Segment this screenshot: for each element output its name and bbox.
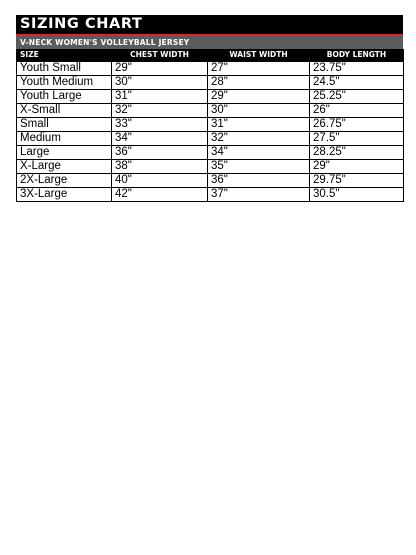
chest-cell: 31": [112, 90, 208, 104]
chest-cell: 32": [112, 104, 208, 118]
length-cell: 30.5": [310, 188, 404, 202]
size-cell: 3X-Large: [17, 188, 112, 202]
header-waist-width: WAIST WIDTH: [208, 49, 310, 62]
chart-subtitle: V-NECK WOMEN'S VOLLEYBALL JERSEY: [20, 38, 190, 47]
size-cell: X-Large: [17, 160, 112, 174]
table-row: [17, 118, 404, 132]
header-size: SIZE: [17, 49, 112, 62]
size-cell: Medium: [17, 132, 112, 146]
length-cell: 29.75": [310, 174, 404, 188]
length-cell: 26": [310, 104, 404, 118]
table-row: [17, 188, 404, 202]
chest-cell: 30": [112, 76, 208, 90]
title-bar: [16, 15, 403, 34]
length-cell: 26.75": [310, 118, 404, 132]
chart-title: SIZING CHART: [20, 16, 143, 32]
size-table: [16, 49, 404, 202]
length-cell: 25.25": [310, 90, 404, 104]
length-cell: 27.5": [310, 132, 404, 146]
waist-cell: 29": [208, 90, 310, 104]
subtitle-bar: [16, 36, 403, 49]
chest-cell: 42": [112, 188, 208, 202]
length-cell: 28.25": [310, 146, 404, 160]
table-row: [17, 146, 404, 160]
waist-cell: 36": [208, 174, 310, 188]
chest-cell: 40": [112, 174, 208, 188]
waist-cell: 28": [208, 76, 310, 90]
table-header-row: [17, 49, 404, 62]
chest-cell: 29": [112, 62, 208, 76]
length-cell: 23.75": [310, 62, 404, 76]
header-chest-width: CHEST WIDTH: [112, 49, 208, 62]
header-body-length: BODY LENGTH: [310, 49, 404, 62]
waist-cell: 34": [208, 146, 310, 160]
chest-cell: 38": [112, 160, 208, 174]
size-cell: Youth Small: [17, 62, 112, 76]
length-cell: 24.5": [310, 76, 404, 90]
table-row: [17, 160, 404, 174]
table-row: [17, 62, 404, 76]
waist-cell: 31": [208, 118, 310, 132]
size-cell: Youth Large: [17, 90, 112, 104]
length-cell: 29": [310, 160, 404, 174]
chest-cell: 33": [112, 118, 208, 132]
size-cell: Large: [17, 146, 112, 160]
waist-cell: 27": [208, 62, 310, 76]
waist-cell: 32": [208, 132, 310, 146]
chest-cell: 36": [112, 146, 208, 160]
sizing-chart: [16, 15, 403, 202]
size-cell: Small: [17, 118, 112, 132]
waist-cell: 35": [208, 160, 310, 174]
waist-cell: 37": [208, 188, 310, 202]
table-row: [17, 90, 404, 104]
table-row: [17, 132, 404, 146]
size-cell: X-Small: [17, 104, 112, 118]
size-cell: Youth Medium: [17, 76, 112, 90]
table-row: [17, 104, 404, 118]
waist-cell: 30": [208, 104, 310, 118]
table-row: [17, 174, 404, 188]
size-cell: 2X-Large: [17, 174, 112, 188]
chest-cell: 34": [112, 132, 208, 146]
table-row: [17, 76, 404, 90]
